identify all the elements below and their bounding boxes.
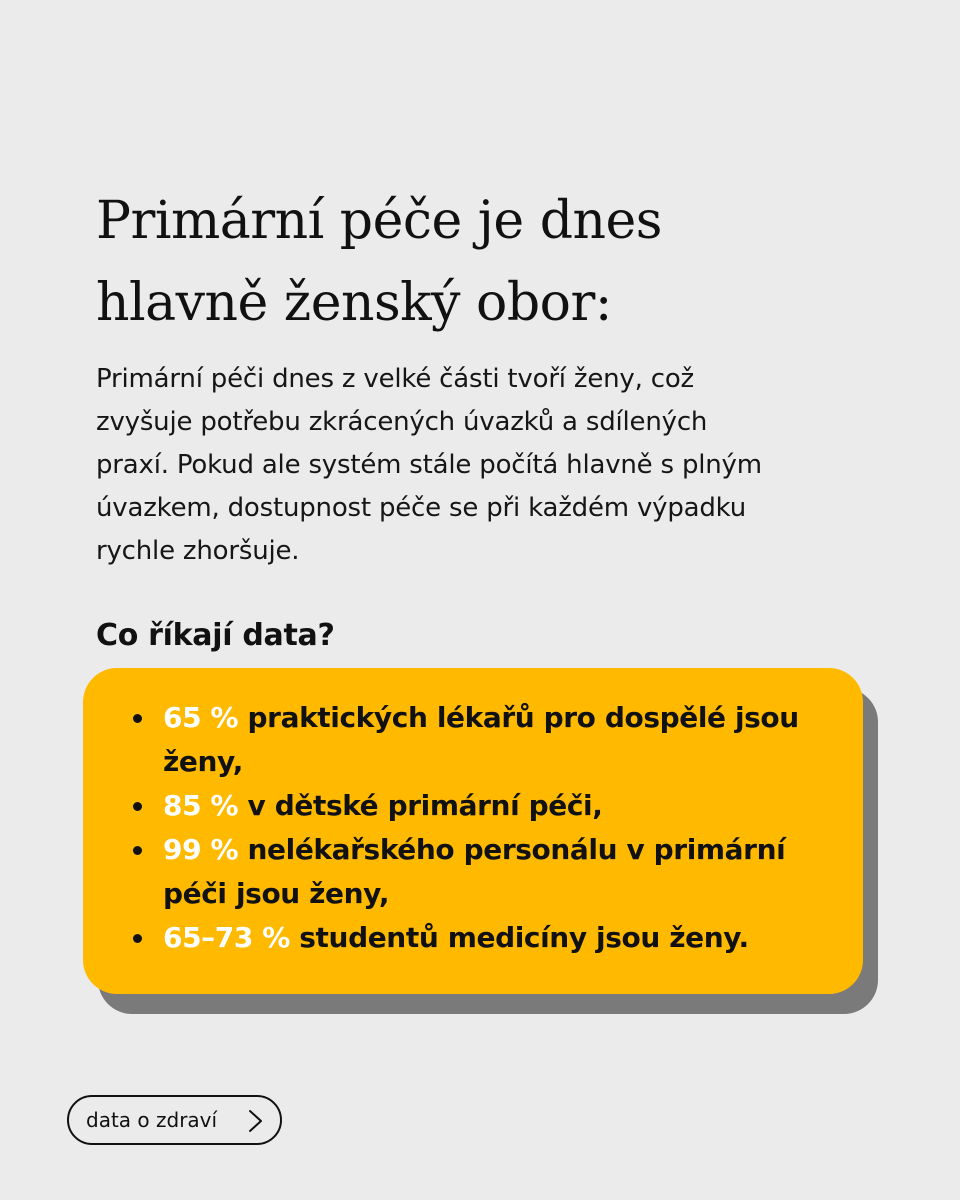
stat-line	[163, 828, 839, 872]
chevron-right-icon	[244, 1109, 266, 1133]
stat-line	[163, 784, 839, 828]
page-title-line-1: Primární péče je dnes	[96, 191, 662, 251]
page-title-line-2: hlavně ženský obor:	[96, 273, 612, 333]
intro-line: rychle zhoršuje.	[96, 536, 300, 566]
intro-paragraph	[96, 358, 896, 573]
stat-text: praktických lékařů pro dospělé jsou	[238, 701, 799, 734]
stat-text: studentů medicíny jsou ženy.	[289, 921, 749, 954]
stat-text-continued: péči jsou ženy,	[163, 877, 390, 910]
stats-card	[83, 668, 863, 994]
intro-line: praxí. Pokud ale systém stále počítá hlavně s plným	[96, 450, 762, 480]
stat-percent: 65–73 %	[163, 921, 290, 954]
page-title	[96, 180, 896, 344]
stat-line	[163, 696, 839, 740]
intro-line: zvyšuje potřebu zkrácených úvazků a sdílených	[96, 407, 708, 437]
stat-text: v dětské primární péči,	[238, 789, 603, 822]
stat-item	[139, 784, 839, 828]
data-o-zdravi-button[interactable]	[67, 1095, 282, 1145]
stat-percent: 85 %	[163, 789, 239, 822]
stat-item	[139, 916, 839, 960]
intro-line: úvazkem, dostupnost péče se při každém výpadku	[96, 493, 747, 523]
stat-text-continued: ženy,	[163, 745, 243, 778]
tag-button-label: data o zdraví	[86, 1108, 218, 1132]
stat-line	[163, 916, 839, 960]
stat-item	[139, 828, 839, 916]
stat-percent: 65 %	[163, 701, 239, 734]
intro-line: Primární péči dnes z velké části tvoří ženy, což	[96, 364, 694, 394]
section-heading: Co říkají data?	[96, 618, 335, 653]
stat-item	[139, 696, 839, 784]
stat-text: nelékařského personálu v primární	[238, 833, 786, 866]
stats-list	[139, 696, 839, 960]
stat-percent: 99 %	[163, 833, 239, 866]
